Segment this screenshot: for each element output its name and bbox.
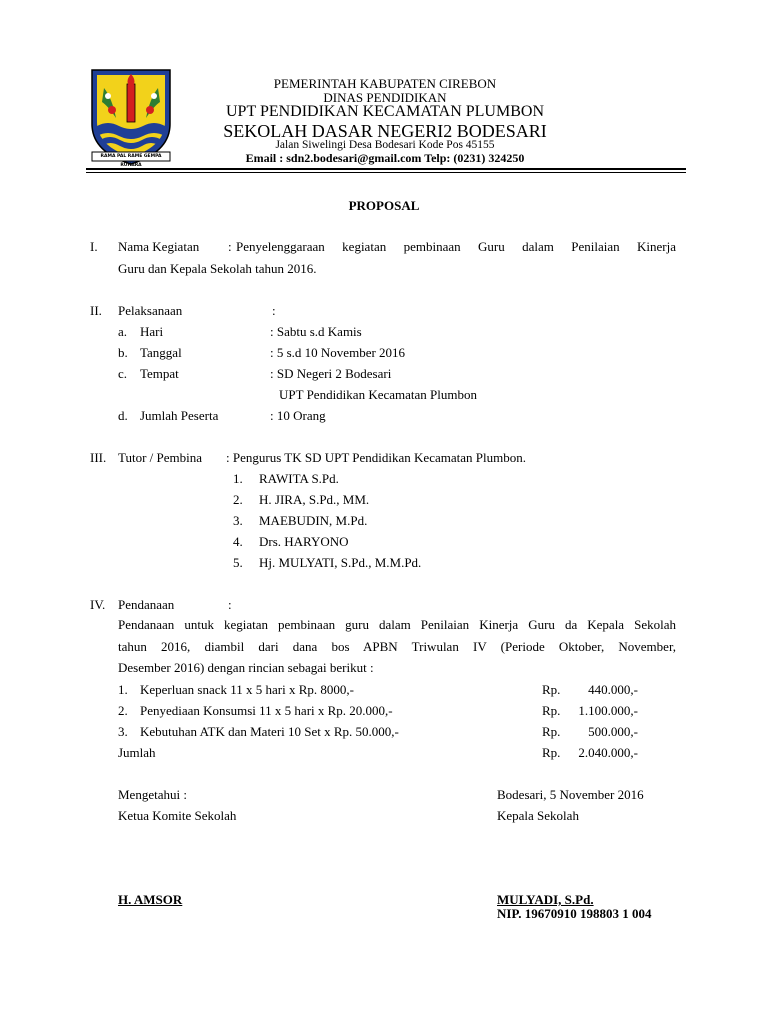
- sign-right-name: MULYADI, S.Pd.: [497, 892, 594, 907]
- sign-left-name: H. AMSOR: [118, 892, 183, 907]
- sign-right-role: Kepala Sekolah: [497, 808, 579, 823]
- regency-logo: [86, 66, 176, 166]
- section-4-colon: :: [228, 597, 232, 612]
- funding-paragraph-line3: Desember 2016) dengan rincian sebagai berikut :: [118, 660, 374, 675]
- section-3-number: III.: [90, 450, 107, 465]
- cost-description: Penyediaan Konsumsi 11 x 5 hari x Rp. 20.000,-: [140, 703, 393, 718]
- detail-label: Tempat: [140, 366, 179, 381]
- detail-letter: c.: [118, 366, 128, 381]
- tutor-number: 5.: [233, 555, 243, 570]
- detail-letter: d.: [118, 408, 128, 423]
- tutor-name: RAWITA S.Pd.: [259, 471, 339, 486]
- cost-amount: 440.000,-: [588, 682, 638, 697]
- tutor-name: MAEBUDIN, M.Pd.: [259, 513, 368, 528]
- detail-label: Tanggal: [140, 345, 182, 360]
- cost-total-currency: Rp.: [542, 745, 561, 760]
- cost-description: Keperluan snack 11 x 5 hari x Rp. 8000,-: [140, 682, 354, 697]
- header-school-name: SEKOLAH DASAR NEGERI2 BODESARI: [223, 121, 547, 141]
- section-2-number: II.: [90, 303, 102, 318]
- cost-number: 3.: [118, 724, 128, 739]
- cost-total-amount: 2.040.000,-: [578, 745, 638, 760]
- tutor-name: Hj. MULYATI, S.Pd., M.M.Pd.: [259, 555, 422, 570]
- section-2-colon: :: [272, 303, 276, 318]
- logo-motto: RAMA PAL RAME GEMPA RUHARA: [100, 154, 162, 168]
- cost-number: 1.: [118, 682, 128, 697]
- detail-value: : Sabtu s.d Kamis: [270, 324, 362, 339]
- tutor-name: Drs. HARYONO: [259, 534, 349, 549]
- tutor-number: 1.: [233, 471, 243, 486]
- cost-currency: Rp.: [542, 703, 561, 718]
- detail-label: Hari: [140, 324, 164, 339]
- cost-total-label: Jumlah: [118, 745, 156, 760]
- header-address: Jalan Siwelingi Desa Bodesari Kode Pos 45155: [275, 139, 495, 151]
- cost-currency: Rp.: [542, 682, 561, 697]
- header-rule-thin: [86, 172, 686, 173]
- section-4-label: Pendanaan: [118, 597, 175, 612]
- section-2-label: Pelaksanaan: [118, 303, 183, 318]
- detail-value: : 10 Orang: [270, 408, 326, 423]
- header-contact: Email : sdn2.bodesari@gmail.com Telp: (0231) 324250: [245, 151, 525, 165]
- section-1-colon: :: [228, 239, 232, 254]
- tutor-name: H. JIRA, S.Pd., MM.: [259, 492, 370, 507]
- detail-label: Jumlah Peserta: [140, 408, 219, 423]
- cost-amount: 500.000,-: [588, 724, 638, 739]
- header-government: PEMERINTAH KABUPATEN CIREBON: [273, 76, 497, 91]
- detail-value-continued: UPT Pendidikan Kecamatan Plumbon: [279, 387, 477, 402]
- cost-description: Kebutuhan ATK dan Materi 10 Set x Rp. 50.000,-: [140, 724, 399, 739]
- sign-left-heading: Mengetahui :: [118, 787, 187, 802]
- sign-right-place-date: Bodesari, 5 November 2016: [497, 787, 644, 802]
- detail-letter: a.: [118, 324, 128, 339]
- section-1-label: Nama Kegiatan: [118, 239, 200, 254]
- section-3-value: : Pengurus TK SD UPT Pendidikan Kecamatan Plumbon.: [226, 450, 526, 465]
- section-1-text-line1: Penyelenggaraan kegiatan pembinaan Guru dalam Penilaian Kinerja: [236, 239, 676, 254]
- header-rule-thick: [86, 168, 686, 170]
- tutor-number: 4.: [233, 534, 243, 549]
- tutor-number: 3.: [233, 513, 243, 528]
- detail-letter: b.: [118, 345, 128, 360]
- section-4-number: IV.: [90, 597, 106, 612]
- section-1-text-line2: Guru dan Kepala Sekolah tahun 2016.: [118, 261, 317, 276]
- header-department: DINAS PENDIDIKAN: [323, 90, 447, 105]
- detail-value: : 5 s.d 10 November 2016: [270, 345, 406, 360]
- cost-currency: Rp.: [542, 724, 561, 739]
- detail-value: : SD Negeri 2 Bodesari: [270, 366, 392, 381]
- sign-left-role: Ketua Komite Sekolah: [118, 808, 237, 823]
- cost-number: 2.: [118, 703, 128, 718]
- section-3-label: Tutor / Pembina: [118, 450, 203, 465]
- funding-paragraph-line2: tahun 2016, diambil dari dana bos APBN Triwulan IV (Periode Oktober, November,: [118, 639, 676, 654]
- document-title: PROPOSAL: [348, 198, 420, 213]
- cost-amount: 1.100.000,-: [578, 703, 638, 718]
- section-1-number: I.: [90, 239, 98, 254]
- tutor-number: 2.: [233, 492, 243, 507]
- header-upt: UPT PENDIDIKAN KECAMATAN PLUMBON: [226, 103, 544, 120]
- funding-paragraph-line1: Pendanaan untuk kegiatan pembinaan guru dalam Penilaian Kinerja Guru da Kepala Sekolah: [118, 617, 676, 632]
- sign-right-nip: NIP. 19670910 198803 1 004: [497, 906, 652, 921]
